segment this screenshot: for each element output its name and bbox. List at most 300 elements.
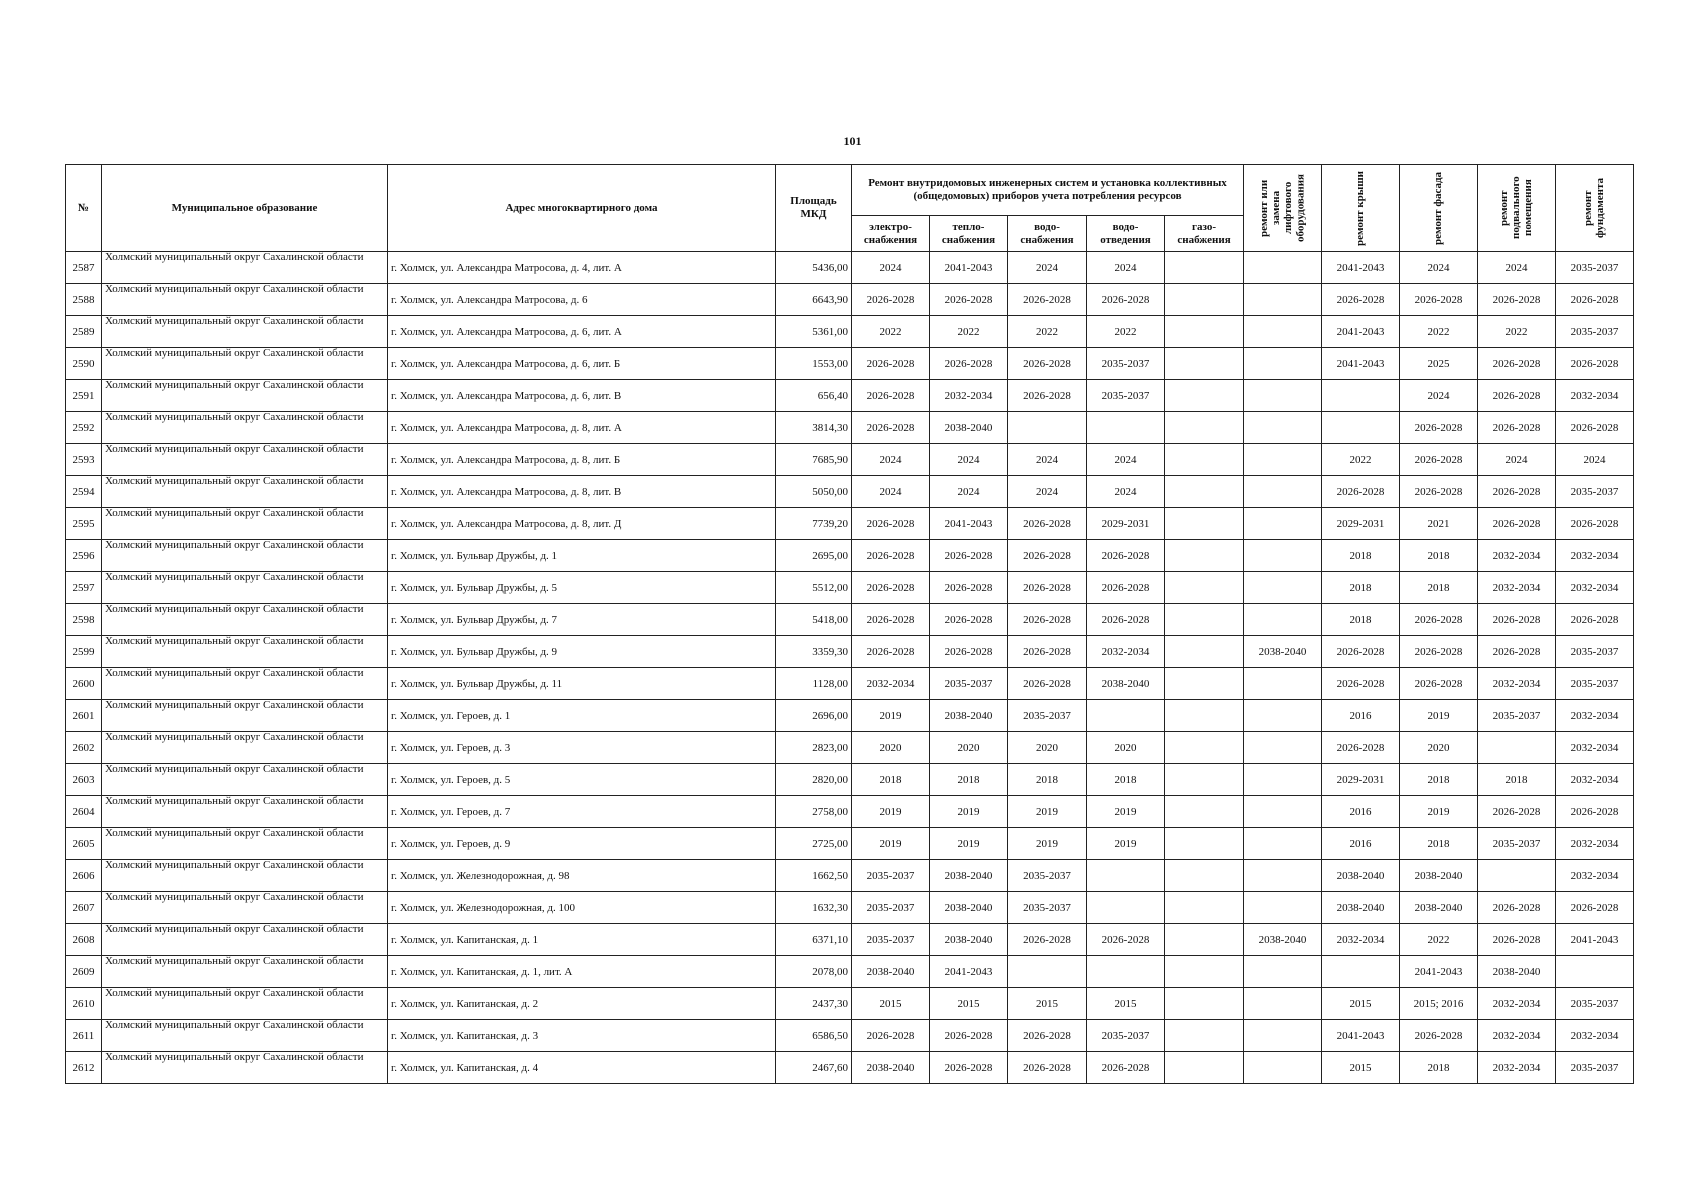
municipality-cell: Холмский муниципальный округ Сахалинской области	[102, 252, 388, 284]
table-row	[66, 572, 1634, 604]
table-row	[66, 828, 1634, 860]
heat-cell: 2015	[930, 988, 1008, 1020]
water-cell: 2035-2037	[1008, 892, 1087, 924]
foundation-cell: 2026-2028	[1556, 412, 1634, 444]
table-row	[66, 380, 1634, 412]
gas-cell	[1165, 828, 1244, 860]
municipality-cell: Холмский муниципальный округ Сахалинской области	[102, 476, 388, 508]
water-cell: 2026-2028	[1008, 924, 1087, 956]
foundation-cell: 2026-2028	[1556, 348, 1634, 380]
gas-cell	[1165, 732, 1244, 764]
electric-cell: 2026-2028	[852, 636, 930, 668]
row-number: 2599	[66, 636, 102, 668]
row-number: 2604	[66, 796, 102, 828]
basement-cell: 2026-2028	[1478, 476, 1556, 508]
electric-cell: 2026-2028	[852, 572, 930, 604]
basement-cell: 2026-2028	[1478, 412, 1556, 444]
drainage-cell	[1087, 956, 1165, 988]
basement-cell: 2026-2028	[1478, 796, 1556, 828]
water-cell: 2026-2028	[1008, 636, 1087, 668]
facade-cell: 2018	[1400, 1052, 1478, 1084]
table-row	[66, 988, 1634, 1020]
address-cell: г. Холмск, ул. Александра Матросова, д. 6	[388, 284, 776, 316]
municipality-cell: Холмский муниципальный округ Сахалинской области	[102, 1052, 388, 1084]
foundation-cell: 2032-2034	[1556, 732, 1634, 764]
row-number: 2597	[66, 572, 102, 604]
address-cell: г. Холмск, ул. Бульвар Дружбы, д. 5	[388, 572, 776, 604]
table-row	[66, 476, 1634, 508]
gas-cell	[1165, 1052, 1244, 1084]
header-roof: ремонт крыши	[1322, 165, 1400, 252]
elevator-cell	[1244, 412, 1322, 444]
area-cell: 1632,30	[776, 892, 852, 924]
electric-cell: 2035-2037	[852, 892, 930, 924]
gas-cell	[1165, 892, 1244, 924]
row-number: 2596	[66, 540, 102, 572]
elevator-cell	[1244, 764, 1322, 796]
municipality-cell: Холмский муниципальный округ Сахалинской области	[102, 572, 388, 604]
address-cell: г. Холмск, ул. Бульвар Дружбы, д. 11	[388, 668, 776, 700]
drainage-cell: 2018	[1087, 764, 1165, 796]
foundation-cell: 2035-2037	[1556, 316, 1634, 348]
elevator-cell	[1244, 476, 1322, 508]
water-cell: 2026-2028	[1008, 604, 1087, 636]
row-number: 2602	[66, 732, 102, 764]
gas-cell	[1165, 860, 1244, 892]
water-cell: 2015	[1008, 988, 1087, 1020]
row-number: 2611	[66, 1020, 102, 1052]
gas-cell	[1165, 252, 1244, 284]
roof-cell: 2041-2043	[1322, 348, 1400, 380]
roof-cell: 2018	[1322, 604, 1400, 636]
facade-cell: 2026-2028	[1400, 636, 1478, 668]
header-address: Адрес многоквартирного дома	[388, 165, 776, 252]
water-cell: 2024	[1008, 476, 1087, 508]
drainage-cell: 2019	[1087, 828, 1165, 860]
address-cell: г. Холмск, ул. Железнодорожная, д. 100	[388, 892, 776, 924]
area-cell: 1662,50	[776, 860, 852, 892]
header-water: водо-снабжения	[1008, 216, 1087, 252]
basement-cell	[1478, 732, 1556, 764]
drainage-cell: 2020	[1087, 732, 1165, 764]
gas-cell	[1165, 316, 1244, 348]
roof-cell: 2038-2040	[1322, 892, 1400, 924]
basement-cell: 2024	[1478, 252, 1556, 284]
roof-cell: 2026-2028	[1322, 636, 1400, 668]
elevator-cell	[1244, 732, 1322, 764]
table-row	[66, 956, 1634, 988]
foundation-cell: 2035-2037	[1556, 1052, 1634, 1084]
heat-cell: 2018	[930, 764, 1008, 796]
gas-cell	[1165, 476, 1244, 508]
municipality-cell: Холмский муниципальный округ Сахалинской области	[102, 892, 388, 924]
facade-cell: 2038-2040	[1400, 892, 1478, 924]
foundation-cell	[1556, 956, 1634, 988]
table-row	[66, 892, 1634, 924]
water-cell: 2035-2037	[1008, 860, 1087, 892]
table-row	[66, 636, 1634, 668]
row-number: 2605	[66, 828, 102, 860]
row-number: 2598	[66, 604, 102, 636]
table-row	[66, 348, 1634, 380]
address-cell: г. Холмск, ул. Капитанская, д. 1, лит. А	[388, 956, 776, 988]
table-row	[66, 540, 1634, 572]
gas-cell	[1165, 348, 1244, 380]
row-number: 2612	[66, 1052, 102, 1084]
drainage-cell: 2026-2028	[1087, 284, 1165, 316]
header-foundation: ремонт фундамента	[1556, 165, 1634, 252]
municipality-cell: Холмский муниципальный округ Сахалинской области	[102, 508, 388, 540]
roof-cell: 2016	[1322, 796, 1400, 828]
area-cell: 5436,00	[776, 252, 852, 284]
elevator-cell	[1244, 508, 1322, 540]
foundation-cell: 2032-2034	[1556, 380, 1634, 412]
row-number: 2587	[66, 252, 102, 284]
roof-cell: 2015	[1322, 1052, 1400, 1084]
elevator-cell	[1244, 1020, 1322, 1052]
municipality-cell: Холмский муниципальный округ Сахалинской области	[102, 604, 388, 636]
header-engineering-systems: Ремонт внутридомовых инженерных систем и установка коллективных (общедомовых) приборов учета потребления ресурсов	[852, 165, 1244, 216]
row-number: 2590	[66, 348, 102, 380]
address-cell: г. Холмск, ул. Героев, д. 9	[388, 828, 776, 860]
electric-cell: 2035-2037	[852, 924, 930, 956]
electric-cell: 2026-2028	[852, 284, 930, 316]
facade-cell: 2024	[1400, 380, 1478, 412]
facade-cell: 2019	[1400, 796, 1478, 828]
address-cell: г. Холмск, ул. Героев, д. 7	[388, 796, 776, 828]
table-row	[66, 252, 1634, 284]
basement-cell: 2022	[1478, 316, 1556, 348]
address-cell: г. Холмск, ул. Капитанская, д. 3	[388, 1020, 776, 1052]
gas-cell	[1165, 636, 1244, 668]
address-cell: г. Холмск, ул. Героев, д. 3	[388, 732, 776, 764]
address-cell: г. Холмск, ул. Железнодорожная, д. 98	[388, 860, 776, 892]
elevator-cell: 2038-2040	[1244, 924, 1322, 956]
heat-cell: 2020	[930, 732, 1008, 764]
elevator-cell	[1244, 892, 1322, 924]
table-row	[66, 508, 1634, 540]
water-cell: 2022	[1008, 316, 1087, 348]
row-number: 2595	[66, 508, 102, 540]
roof-cell: 2016	[1322, 700, 1400, 732]
foundation-cell: 2026-2028	[1556, 892, 1634, 924]
foundation-cell: 2041-2043	[1556, 924, 1634, 956]
basement-cell: 2032-2034	[1478, 668, 1556, 700]
heat-cell: 2026-2028	[930, 348, 1008, 380]
gas-cell	[1165, 540, 1244, 572]
heat-cell: 2026-2028	[930, 604, 1008, 636]
municipality-cell: Холмский муниципальный округ Сахалинской области	[102, 796, 388, 828]
basement-cell: 2035-2037	[1478, 828, 1556, 860]
heat-cell: 2032-2034	[930, 380, 1008, 412]
row-number: 2607	[66, 892, 102, 924]
row-number: 2588	[66, 284, 102, 316]
area-cell: 2437,30	[776, 988, 852, 1020]
water-cell: 2020	[1008, 732, 1087, 764]
facade-cell: 2021	[1400, 508, 1478, 540]
basement-cell: 2035-2037	[1478, 700, 1556, 732]
table-row	[66, 668, 1634, 700]
foundation-cell: 2035-2037	[1556, 252, 1634, 284]
facade-cell: 2015; 2016	[1400, 988, 1478, 1020]
elevator-cell	[1244, 572, 1322, 604]
heat-cell: 2026-2028	[930, 1020, 1008, 1052]
header-elevator: ремонт или замена лифтового оборудования	[1244, 165, 1322, 252]
gas-cell	[1165, 956, 1244, 988]
drainage-cell: 2022	[1087, 316, 1165, 348]
drainage-cell: 2026-2028	[1087, 572, 1165, 604]
basement-cell: 2018	[1478, 764, 1556, 796]
basement-cell: 2026-2028	[1478, 348, 1556, 380]
elevator-cell	[1244, 828, 1322, 860]
electric-cell: 2015	[852, 988, 930, 1020]
gas-cell	[1165, 412, 1244, 444]
municipality-cell: Холмский муниципальный округ Сахалинской области	[102, 1020, 388, 1052]
water-cell: 2019	[1008, 796, 1087, 828]
municipality-cell: Холмский муниципальный округ Сахалинской области	[102, 380, 388, 412]
municipality-cell: Холмский муниципальный округ Сахалинской области	[102, 316, 388, 348]
address-cell: г. Холмск, ул. Бульвар Дружбы, д. 7	[388, 604, 776, 636]
basement-cell: 2026-2028	[1478, 892, 1556, 924]
facade-cell: 2026-2028	[1400, 412, 1478, 444]
electric-cell: 2038-2040	[852, 956, 930, 988]
water-cell: 2026-2028	[1008, 348, 1087, 380]
address-cell: г. Холмск, ул. Александра Матросова, д. 8, лит. А	[388, 412, 776, 444]
water-cell: 2026-2028	[1008, 1052, 1087, 1084]
foundation-cell: 2035-2037	[1556, 668, 1634, 700]
elevator-cell	[1244, 444, 1322, 476]
table-row	[66, 1020, 1634, 1052]
municipality-cell: Холмский муниципальный округ Сахалинской области	[102, 988, 388, 1020]
area-cell: 6371,10	[776, 924, 852, 956]
roof-cell: 2018	[1322, 572, 1400, 604]
facade-cell: 2018	[1400, 540, 1478, 572]
electric-cell: 2020	[852, 732, 930, 764]
facade-cell: 2022	[1400, 924, 1478, 956]
electric-cell: 2024	[852, 252, 930, 284]
facade-cell: 2025	[1400, 348, 1478, 380]
water-cell: 2026-2028	[1008, 508, 1087, 540]
facade-cell: 2019	[1400, 700, 1478, 732]
header-area: Площадь МКД	[776, 165, 852, 252]
area-cell: 6586,50	[776, 1020, 852, 1052]
address-cell: г. Холмск, ул. Александра Матросова, д. 6, лит. Б	[388, 348, 776, 380]
address-cell: г. Холмск, ул. Героев, д. 1	[388, 700, 776, 732]
address-cell: г. Холмск, ул. Александра Матросова, д. 8, лит. Б	[388, 444, 776, 476]
municipality-cell: Холмский муниципальный округ Сахалинской области	[102, 412, 388, 444]
header-heat: тепло-снабжения	[930, 216, 1008, 252]
address-cell: г. Холмск, ул. Героев, д. 5	[388, 764, 776, 796]
facade-cell: 2024	[1400, 252, 1478, 284]
municipality-cell: Холмский муниципальный округ Сахалинской области	[102, 284, 388, 316]
drainage-cell: 2019	[1087, 796, 1165, 828]
facade-cell: 2018	[1400, 764, 1478, 796]
gas-cell	[1165, 604, 1244, 636]
area-cell: 5418,00	[776, 604, 852, 636]
drainage-cell: 2015	[1087, 988, 1165, 1020]
facade-cell: 2020	[1400, 732, 1478, 764]
electric-cell: 2035-2037	[852, 860, 930, 892]
header-basement: ремонт подвального помещения	[1478, 165, 1556, 252]
table-row	[66, 1052, 1634, 1084]
water-cell	[1008, 956, 1087, 988]
basement-cell: 2026-2028	[1478, 604, 1556, 636]
area-cell: 7685,90	[776, 444, 852, 476]
elevator-cell: 2038-2040	[1244, 636, 1322, 668]
address-cell: г. Холмск, ул. Бульвар Дружбы, д. 9	[388, 636, 776, 668]
foundation-cell: 2026-2028	[1556, 284, 1634, 316]
elevator-cell	[1244, 1052, 1322, 1084]
drainage-cell: 2026-2028	[1087, 540, 1165, 572]
area-cell: 2823,00	[776, 732, 852, 764]
area-cell: 656,40	[776, 380, 852, 412]
table-row	[66, 860, 1634, 892]
drainage-cell: 2032-2034	[1087, 636, 1165, 668]
heat-cell: 2022	[930, 316, 1008, 348]
drainage-cell	[1087, 700, 1165, 732]
facade-cell: 2038-2040	[1400, 860, 1478, 892]
elevator-cell	[1244, 604, 1322, 636]
roof-cell: 2015	[1322, 988, 1400, 1020]
table-row	[66, 284, 1634, 316]
area-cell: 5512,00	[776, 572, 852, 604]
municipality-cell: Холмский муниципальный округ Сахалинской области	[102, 924, 388, 956]
municipality-cell: Холмский муниципальный округ Сахалинской области	[102, 540, 388, 572]
municipality-cell: Холмский муниципальный округ Сахалинской области	[102, 732, 388, 764]
foundation-cell: 2035-2037	[1556, 988, 1634, 1020]
municipality-cell: Холмский муниципальный округ Сахалинской области	[102, 828, 388, 860]
drainage-cell: 2029-2031	[1087, 508, 1165, 540]
area-cell: 2695,00	[776, 540, 852, 572]
table-row	[66, 316, 1634, 348]
gas-cell	[1165, 572, 1244, 604]
roof-cell: 2018	[1322, 540, 1400, 572]
drainage-cell: 2024	[1087, 444, 1165, 476]
heat-cell: 2026-2028	[930, 636, 1008, 668]
basement-cell: 2026-2028	[1478, 924, 1556, 956]
elevator-cell	[1244, 700, 1322, 732]
foundation-cell: 2026-2028	[1556, 604, 1634, 636]
elevator-cell	[1244, 668, 1322, 700]
address-cell: г. Холмск, ул. Александра Матросова, д. 4, лит. А	[388, 252, 776, 284]
drainage-cell: 2038-2040	[1087, 668, 1165, 700]
water-cell: 2026-2028	[1008, 1020, 1087, 1052]
foundation-cell: 2026-2028	[1556, 508, 1634, 540]
electric-cell: 2026-2028	[852, 604, 930, 636]
elevator-cell	[1244, 348, 1322, 380]
basement-cell	[1478, 860, 1556, 892]
municipality-cell: Холмский муниципальный округ Сахалинской области	[102, 636, 388, 668]
roof-cell	[1322, 380, 1400, 412]
elevator-cell	[1244, 860, 1322, 892]
row-number: 2608	[66, 924, 102, 956]
water-cell: 2026-2028	[1008, 380, 1087, 412]
electric-cell: 2038-2040	[852, 1052, 930, 1084]
table-row	[66, 732, 1634, 764]
address-cell: г. Холмск, ул. Капитанская, д. 2	[388, 988, 776, 1020]
header-drainage: водо-отведения	[1087, 216, 1165, 252]
drainage-cell	[1087, 412, 1165, 444]
address-cell: г. Холмск, ул. Капитанская, д. 1	[388, 924, 776, 956]
roof-cell: 2016	[1322, 828, 1400, 860]
water-cell: 2018	[1008, 764, 1087, 796]
elevator-cell	[1244, 316, 1322, 348]
row-number: 2592	[66, 412, 102, 444]
drainage-cell: 2026-2028	[1087, 1052, 1165, 1084]
foundation-cell: 2032-2034	[1556, 764, 1634, 796]
facade-cell: 2022	[1400, 316, 1478, 348]
electric-cell: 2026-2028	[852, 1020, 930, 1052]
facade-cell: 2026-2028	[1400, 476, 1478, 508]
header-num: №	[66, 165, 102, 252]
heat-cell: 2026-2028	[930, 284, 1008, 316]
table-row	[66, 444, 1634, 476]
roof-cell: 2029-2031	[1322, 764, 1400, 796]
municipality-cell: Холмский муниципальный округ Сахалинской области	[102, 668, 388, 700]
foundation-cell: 2032-2034	[1556, 572, 1634, 604]
heat-cell: 2038-2040	[930, 412, 1008, 444]
area-cell: 5361,00	[776, 316, 852, 348]
heat-cell: 2019	[930, 828, 1008, 860]
address-cell: г. Холмск, ул. Александра Матросова, д. 6, лит. В	[388, 380, 776, 412]
foundation-cell: 2032-2034	[1556, 1020, 1634, 1052]
drainage-cell	[1087, 860, 1165, 892]
row-number: 2593	[66, 444, 102, 476]
drainage-cell: 2024	[1087, 476, 1165, 508]
foundation-cell: 2035-2037	[1556, 476, 1634, 508]
municipality-cell: Холмский муниципальный округ Сахалинской области	[102, 444, 388, 476]
row-number: 2589	[66, 316, 102, 348]
roof-cell: 2038-2040	[1322, 860, 1400, 892]
elevator-cell	[1244, 988, 1322, 1020]
municipality-cell: Холмский муниципальный округ Сахалинской области	[102, 956, 388, 988]
electric-cell: 2026-2028	[852, 540, 930, 572]
gas-cell	[1165, 924, 1244, 956]
address-cell: г. Холмск, ул. Александра Матросова, д. 8, лит. Д	[388, 508, 776, 540]
header-electric: электро-снабжения	[852, 216, 930, 252]
electric-cell: 2022	[852, 316, 930, 348]
roof-cell: 2041-2043	[1322, 252, 1400, 284]
gas-cell	[1165, 444, 1244, 476]
area-cell: 2467,60	[776, 1052, 852, 1084]
electric-cell: 2024	[852, 476, 930, 508]
heat-cell: 2038-2040	[930, 700, 1008, 732]
elevator-cell	[1244, 284, 1322, 316]
row-number: 2610	[66, 988, 102, 1020]
drainage-cell: 2035-2037	[1087, 380, 1165, 412]
water-cell: 2024	[1008, 444, 1087, 476]
basement-cell: 2032-2034	[1478, 572, 1556, 604]
roof-cell: 2022	[1322, 444, 1400, 476]
address-cell: г. Холмск, ул. Капитанская, д. 4	[388, 1052, 776, 1084]
roof-cell	[1322, 956, 1400, 988]
row-number: 2594	[66, 476, 102, 508]
roof-cell: 2026-2028	[1322, 284, 1400, 316]
row-number: 2603	[66, 764, 102, 796]
basement-cell: 2038-2040	[1478, 956, 1556, 988]
electric-cell: 2024	[852, 444, 930, 476]
drainage-cell: 2026-2028	[1087, 604, 1165, 636]
electric-cell: 2019	[852, 700, 930, 732]
header-gas: газо-снабжения	[1165, 216, 1244, 252]
area-cell: 3814,30	[776, 412, 852, 444]
address-cell: г. Холмск, ул. Бульвар Дружбы, д. 1	[388, 540, 776, 572]
table-row	[66, 700, 1634, 732]
gas-cell	[1165, 668, 1244, 700]
electric-cell: 2026-2028	[852, 508, 930, 540]
elevator-cell	[1244, 540, 1322, 572]
area-cell: 7739,20	[776, 508, 852, 540]
